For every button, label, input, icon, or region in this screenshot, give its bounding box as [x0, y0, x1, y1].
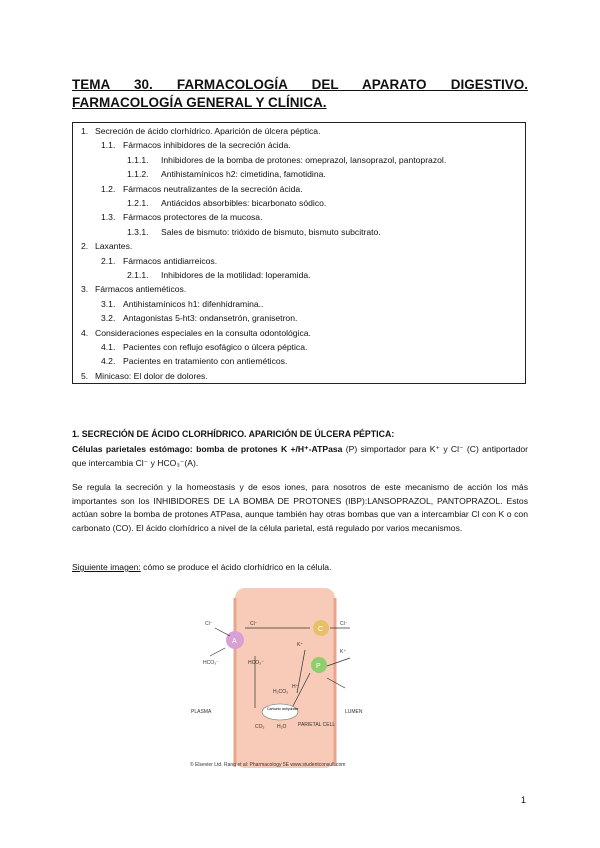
toc-item-number: 4.2.	[101, 356, 116, 367]
toc-item-number: 5.	[81, 370, 89, 381]
toc-item-number: 3.2.	[101, 313, 116, 324]
lumen-label: LUMEN	[345, 709, 363, 715]
toc-item	[101, 256, 217, 266]
paragraph-regulation: Se regula la secreción y la homeostasis y de esos iones, para nosotros de este mecanismo de acción los más importantes son los INHIBIDORES DE LA BOMBA DE PROTONES (IBP):LANSOPRAZOL, PANTOPRAZOL. Estos actúan sobre la bomba de protones ATPasa, aunque también hay otras bombas que van a intercambiar Cl con K o con carbonato (CO). El ácido clorhídrico a nivel de la célula parietal, está regulado por varios mecanismos.	[72, 482, 528, 533]
toc-item	[81, 371, 208, 381]
toc-item-number: 1.2.	[101, 183, 116, 194]
cl-top-label: Cl⁻	[250, 621, 258, 627]
pump-c-label: C	[318, 626, 324, 633]
toc-item-text: Fármacos antidiarreicos.	[123, 255, 218, 266]
toc-item-number: 1.2.1.	[127, 198, 149, 208]
page-number: 1	[521, 795, 527, 805]
toc-item-text: Laxantes.	[95, 241, 133, 252]
toc-item-text: Inhibidores de la motilidad: loperamida.	[161, 270, 311, 280]
toc-item-number: 2.1.1.	[127, 270, 149, 280]
h2co3-label: H₂CO₃	[273, 689, 289, 695]
plasma-label: PLASMA	[191, 709, 212, 715]
k-out-label: K⁺	[340, 649, 346, 655]
toc-item-number: 1.1.1.	[127, 154, 149, 165]
enzyme-label: Carbonic anhydrase	[267, 707, 299, 711]
toc-item	[127, 270, 311, 280]
parietal-cell-body	[235, 588, 335, 768]
toc-item	[127, 198, 326, 208]
toc-item	[81, 241, 132, 251]
parietal-cell-diagram	[185, 588, 385, 768]
toc-item	[101, 184, 303, 194]
h2o-label: H₂O	[277, 724, 287, 730]
figure-caption: © Elsevier Ltd. Rang et al: Pharmacology 5E www.studentconsult.com	[190, 762, 346, 768]
pump-a-label: A	[232, 638, 237, 645]
toc-item-text: Consideraciones especiales en la consulta odontológica.	[95, 327, 311, 338]
toc-item-text: Fármacos neutralizantes de la secreción ácida.	[123, 183, 303, 194]
toc-item-text: Antihistamínicos h2: cimetidina, famotidina.	[161, 169, 326, 180]
page-title: TEMA 30. FARMACOLOGÍA DEL APARATO DIGESTIVO. FARMACOLOGÍA GENERAL Y CLÍNICA.	[72, 77, 528, 110]
toc-item	[81, 328, 311, 338]
toc-item	[101, 342, 307, 352]
toc-item-text: Pacientes en tratamiento con antieméticos.	[123, 356, 288, 367]
toc-item-number: 3.1.	[101, 298, 116, 309]
section-heading: 1. SECRECIÓN DE ÁCIDO CLORHÍDRICO. APARICIÓN DE ÚLCERA PÉPTICA:	[72, 429, 395, 439]
toc-item-number: 1.	[81, 126, 89, 136]
toc-item-text: Antagonistas 5-ht3: ondansetrón, granisetron.	[123, 313, 298, 324]
toc-item	[101, 313, 297, 323]
hco3-in-label: HCO₃⁻	[248, 660, 264, 666]
figure-intro-label: Siguiente imagen:	[72, 562, 141, 572]
toc-item-text: Inhibidores de la bomba de protones: omeprazol, lansoprazol, pantoprazol.	[161, 154, 447, 165]
paragraph-figure-intro	[72, 561, 528, 575]
paragraph-text: (P) simportador para K⁺ y Cl⁻ (C) antiportador que intercambia Cl⁻ y HCO₃⁻(A).	[72, 444, 529, 468]
toc-item-text: Antihistamínicos h1: difenhidramina..	[123, 298, 264, 309]
co2-label: CO₂	[255, 724, 265, 730]
h-plus-label: H⁺	[292, 684, 299, 690]
toc-item	[127, 227, 381, 237]
toc-item	[101, 212, 262, 222]
toc-item-text: Minicaso: El dolor de dolores.	[95, 370, 208, 381]
toc-item-number: 1.3.	[101, 212, 116, 223]
toc-item-number: 4.1.	[101, 342, 116, 352]
toc-item-text: Secreción de ácido clorhídrico. Aparición de úlcera péptica.	[95, 126, 321, 136]
toc-item	[81, 284, 186, 294]
toc-item-number: 3.	[81, 284, 89, 295]
toc-item-number: 2.1.	[101, 255, 116, 266]
paragraph-parietal-cells	[72, 443, 528, 470]
toc-item-text: Fármacos antieméticos.	[95, 284, 187, 295]
hco3-out-label: HCO₃⁻	[203, 660, 219, 666]
toc-item-number: 2.	[81, 241, 89, 252]
toc-item-text: Fármacos inhibidores de la secreción ácida.	[123, 140, 291, 151]
parietal-cell-label: PARIETAL CELL	[298, 722, 336, 728]
toc-item-text: Fármacos protectores de la mucosa.	[123, 212, 263, 223]
toc-item	[127, 155, 446, 165]
toc-item-number: 1.1.2.	[127, 169, 149, 180]
paragraph-bold-lead: Células parietales estómago: bomba de protones K +/H⁺-ATPasa	[72, 444, 343, 454]
toc-item-number: 1.1.	[101, 140, 116, 151]
toc-item-text: Sales de bismuto: trióxido de bismuto, bismuto subcitrato.	[161, 226, 381, 237]
toc-item-text: Antiácidos absorbibles: bicarbonato sódico.	[161, 198, 327, 208]
toc-item	[101, 356, 287, 366]
toc-item-number: 1.3.1.	[127, 226, 149, 237]
toc-item	[127, 169, 326, 179]
toc-item-number: 4.	[81, 327, 89, 338]
toc-item	[101, 299, 263, 309]
pump-p-label: P	[316, 663, 321, 670]
toc-item-text: Pacientes con reflujo esofágico o úlcera péptica.	[123, 342, 308, 352]
cl-right-label: Cl⁻	[340, 621, 348, 627]
k-in-label: K⁺	[297, 642, 303, 648]
figure-intro-text: cómo se produce el ácido clorhídrico en la célula.	[140, 562, 332, 572]
cl-left-label: Cl⁻	[205, 621, 213, 627]
toc-item	[81, 126, 320, 136]
toc-item	[101, 140, 291, 150]
table-of-contents	[72, 122, 526, 384]
